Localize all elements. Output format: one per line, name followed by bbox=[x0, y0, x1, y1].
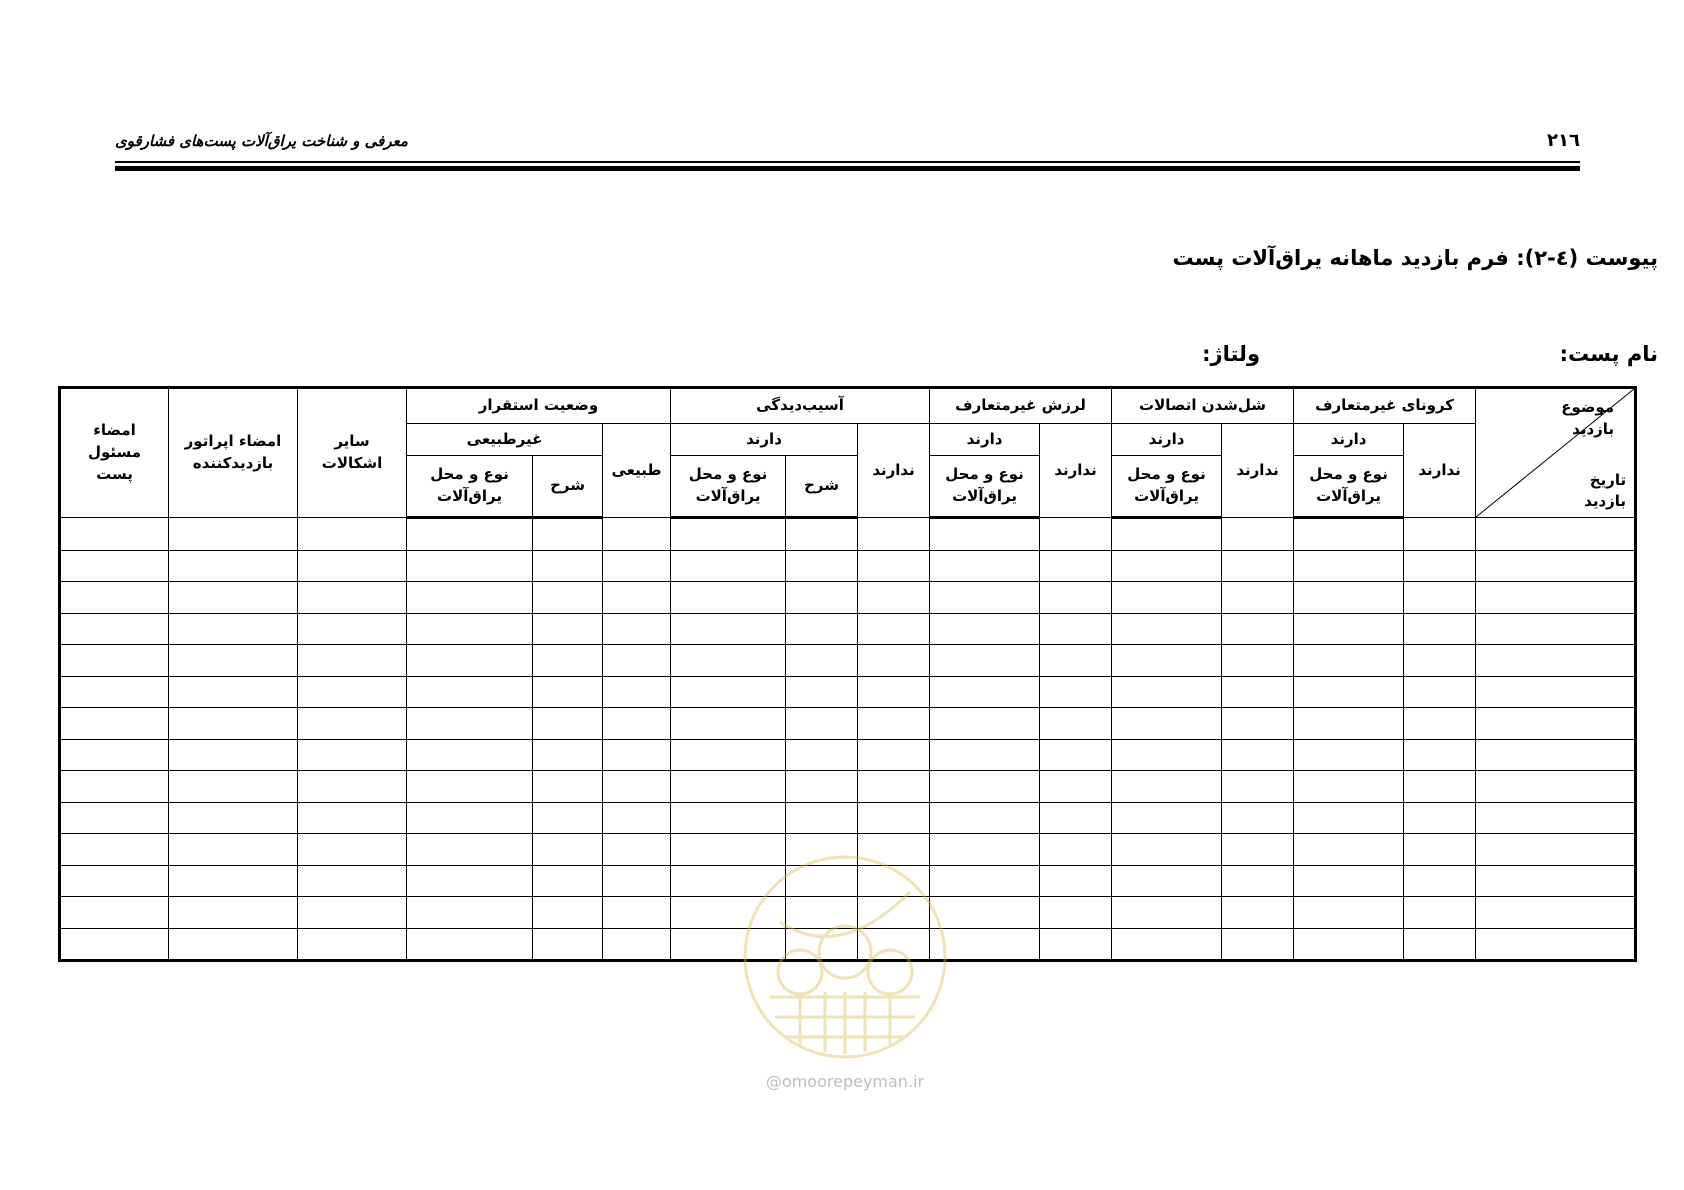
table-cell[interactable] bbox=[1112, 802, 1222, 834]
table-cell[interactable] bbox=[533, 928, 603, 961]
table-cell[interactable] bbox=[671, 550, 786, 582]
table-cell[interactable] bbox=[786, 550, 858, 582]
table-cell[interactable] bbox=[1112, 582, 1222, 614]
table-cell[interactable] bbox=[407, 708, 533, 740]
table-cell[interactable] bbox=[930, 518, 1040, 551]
table-cell[interactable] bbox=[60, 771, 169, 803]
vibration-have: دارند bbox=[930, 424, 1040, 456]
table-cell[interactable] bbox=[1222, 645, 1294, 677]
table-cell[interactable] bbox=[603, 518, 671, 551]
table-cell[interactable] bbox=[858, 676, 930, 708]
table-cell[interactable] bbox=[60, 613, 169, 645]
table-row bbox=[60, 613, 1636, 645]
table-cell[interactable] bbox=[60, 897, 169, 929]
table-cell[interactable] bbox=[603, 550, 671, 582]
damage-description: شرح bbox=[786, 456, 858, 518]
page-number: ۲۱٦ bbox=[1547, 130, 1580, 151]
table-cell[interactable] bbox=[533, 676, 603, 708]
table-cell[interactable] bbox=[407, 518, 533, 551]
table-cell[interactable] bbox=[930, 613, 1040, 645]
table-cell[interactable] bbox=[1222, 613, 1294, 645]
table-cell[interactable] bbox=[1476, 928, 1636, 961]
table-cell[interactable] bbox=[60, 865, 169, 897]
table-cell[interactable] bbox=[407, 928, 533, 961]
table-cell[interactable] bbox=[298, 928, 407, 961]
table-cell[interactable] bbox=[858, 613, 930, 645]
table-cell[interactable] bbox=[1222, 865, 1294, 897]
table-cell[interactable] bbox=[1222, 739, 1294, 771]
table-cell[interactable] bbox=[298, 550, 407, 582]
table-cell[interactable] bbox=[786, 518, 858, 551]
table-cell[interactable] bbox=[1294, 928, 1404, 961]
table-cell[interactable] bbox=[1222, 771, 1294, 803]
table-cell[interactable] bbox=[533, 771, 603, 803]
table-cell[interactable] bbox=[858, 708, 930, 740]
table-cell[interactable] bbox=[298, 582, 407, 614]
table-cell[interactable] bbox=[60, 928, 169, 961]
table-cell[interactable] bbox=[533, 645, 603, 677]
stability-abnormal: غیرطبیعی bbox=[407, 424, 603, 456]
table-cell[interactable] bbox=[407, 897, 533, 929]
table-cell[interactable] bbox=[786, 582, 858, 614]
table-cell[interactable] bbox=[1294, 802, 1404, 834]
group-stability: وضعیت استقرار bbox=[407, 388, 671, 424]
loose-have: دارند bbox=[1112, 424, 1222, 456]
table-cell[interactable] bbox=[1476, 834, 1636, 866]
table-cell[interactable] bbox=[1476, 865, 1636, 897]
table-cell[interactable] bbox=[533, 708, 603, 740]
table-cell[interactable] bbox=[1404, 928, 1476, 961]
watermark-seal-icon bbox=[740, 852, 950, 1062]
table-cell[interactable] bbox=[169, 518, 298, 551]
table-cell[interactable] bbox=[169, 802, 298, 834]
table-cell[interactable] bbox=[786, 645, 858, 677]
table-cell[interactable] bbox=[169, 897, 298, 929]
table-cell[interactable] bbox=[1404, 613, 1476, 645]
table-cell[interactable] bbox=[1294, 550, 1404, 582]
table-cell[interactable] bbox=[298, 834, 407, 866]
table-cell[interactable] bbox=[786, 802, 858, 834]
table-cell[interactable] bbox=[603, 739, 671, 771]
table-cell[interactable] bbox=[930, 739, 1040, 771]
table-cell[interactable] bbox=[407, 613, 533, 645]
table-cell[interactable] bbox=[1040, 834, 1112, 866]
table-cell[interactable] bbox=[603, 834, 671, 866]
table-cell[interactable] bbox=[1040, 676, 1112, 708]
table-cell[interactable] bbox=[60, 708, 169, 740]
table-cell[interactable] bbox=[298, 897, 407, 929]
table-cell[interactable] bbox=[298, 802, 407, 834]
table-cell[interactable] bbox=[1294, 771, 1404, 803]
table-cell[interactable] bbox=[1476, 613, 1636, 645]
table-cell[interactable] bbox=[1404, 771, 1476, 803]
table-cell[interactable] bbox=[930, 582, 1040, 614]
table-cell[interactable] bbox=[407, 865, 533, 897]
table-cell[interactable] bbox=[533, 518, 603, 551]
table-cell[interactable] bbox=[169, 613, 298, 645]
table-cell[interactable] bbox=[858, 582, 930, 614]
table-cell[interactable] bbox=[298, 708, 407, 740]
loose-have-not: ندارند bbox=[1222, 424, 1294, 518]
table-cell[interactable] bbox=[1040, 802, 1112, 834]
table-cell[interactable] bbox=[407, 739, 533, 771]
table-cell[interactable] bbox=[169, 550, 298, 582]
table-cell[interactable] bbox=[858, 550, 930, 582]
corona-type-location: نوع و محل یراق‌آلات bbox=[1294, 456, 1404, 518]
corner-date-label: تاریخ بازدید bbox=[1584, 470, 1627, 511]
table-cell[interactable] bbox=[786, 739, 858, 771]
table-cell[interactable] bbox=[1404, 897, 1476, 929]
damage-type-location: نوع و محل یراق‌آلات bbox=[671, 456, 786, 518]
table-cell[interactable] bbox=[930, 645, 1040, 677]
table-cell[interactable] bbox=[1294, 708, 1404, 740]
table-cell[interactable] bbox=[60, 550, 169, 582]
header-rule-thin bbox=[115, 161, 1580, 163]
table-cell[interactable] bbox=[1222, 518, 1294, 551]
table-cell[interactable] bbox=[407, 582, 533, 614]
table-cell[interactable] bbox=[298, 771, 407, 803]
damage-have-not: ندارند bbox=[858, 424, 930, 518]
corona-have: دارند bbox=[1294, 424, 1404, 456]
table-cell[interactable] bbox=[1476, 645, 1636, 677]
table-cell[interactable] bbox=[786, 708, 858, 740]
corona-have-not: ندارند bbox=[1404, 424, 1476, 518]
table-cell[interactable] bbox=[1404, 550, 1476, 582]
table-cell[interactable] bbox=[1040, 739, 1112, 771]
table-cell[interactable] bbox=[1294, 865, 1404, 897]
table-row bbox=[60, 518, 1636, 551]
corner-topic-label: موضوع بازدید bbox=[1561, 398, 1615, 438]
stability-type-location: نوع و محل یراق‌آلات bbox=[407, 456, 533, 518]
operator-signature-header: امضاء اپراتور بازدیدکننده bbox=[169, 388, 298, 518]
table-cell[interactable] bbox=[298, 865, 407, 897]
table-cell[interactable] bbox=[1404, 582, 1476, 614]
table-cell[interactable] bbox=[671, 613, 786, 645]
station-name-label: نام پست: bbox=[1559, 342, 1658, 366]
table-cell[interactable] bbox=[60, 739, 169, 771]
watermark-seal-shape bbox=[745, 857, 945, 1057]
table-cell[interactable] bbox=[407, 834, 533, 866]
table-cell[interactable] bbox=[533, 550, 603, 582]
table-cell[interactable] bbox=[407, 645, 533, 677]
table-cell[interactable] bbox=[858, 518, 930, 551]
table-cell[interactable] bbox=[671, 771, 786, 803]
table-cell[interactable] bbox=[1476, 582, 1636, 614]
table-row bbox=[60, 802, 1636, 834]
table-cell[interactable] bbox=[1294, 582, 1404, 614]
table-cell[interactable] bbox=[1222, 676, 1294, 708]
table-cell[interactable] bbox=[1040, 708, 1112, 740]
table-cell[interactable] bbox=[1040, 613, 1112, 645]
table-cell[interactable] bbox=[671, 708, 786, 740]
damage-have: دارند bbox=[671, 424, 858, 456]
table-cell[interactable] bbox=[671, 582, 786, 614]
table-cell[interactable] bbox=[533, 865, 603, 897]
table-cell[interactable] bbox=[169, 582, 298, 614]
table-cell[interactable] bbox=[930, 550, 1040, 582]
table-cell[interactable] bbox=[1476, 550, 1636, 582]
table-cell[interactable] bbox=[169, 676, 298, 708]
table-cell[interactable] bbox=[1112, 865, 1222, 897]
table-cell[interactable] bbox=[1404, 676, 1476, 708]
table-row bbox=[60, 582, 1636, 614]
table-cell[interactable] bbox=[60, 676, 169, 708]
table-cell[interactable] bbox=[298, 518, 407, 551]
table-cell[interactable] bbox=[1222, 802, 1294, 834]
loose-type-location: نوع و محل یراق‌آلات bbox=[1112, 456, 1222, 518]
table-cell[interactable] bbox=[60, 582, 169, 614]
table-cell[interactable] bbox=[298, 645, 407, 677]
group-damage: آسیب‌دیدگی bbox=[671, 388, 930, 424]
table-row bbox=[60, 645, 1636, 677]
table-cell[interactable] bbox=[786, 613, 858, 645]
table-cell[interactable] bbox=[1040, 865, 1112, 897]
table-cell[interactable] bbox=[858, 802, 930, 834]
table-cell[interactable] bbox=[1222, 550, 1294, 582]
table-cell[interactable] bbox=[533, 613, 603, 645]
table-cell[interactable] bbox=[930, 802, 1040, 834]
table-cell[interactable] bbox=[1404, 518, 1476, 551]
table-cell[interactable] bbox=[1294, 834, 1404, 866]
table-cell[interactable] bbox=[1040, 928, 1112, 961]
table-cell[interactable] bbox=[858, 645, 930, 677]
table-cell[interactable] bbox=[603, 676, 671, 708]
vibration-have-not: ندارند bbox=[1040, 424, 1112, 518]
table-cell[interactable] bbox=[1404, 865, 1476, 897]
table-cell[interactable] bbox=[169, 928, 298, 961]
table-cell[interactable] bbox=[1040, 518, 1112, 551]
table-cell[interactable] bbox=[1040, 771, 1112, 803]
table-cell[interactable] bbox=[298, 739, 407, 771]
table-cell[interactable] bbox=[1222, 897, 1294, 929]
table-cell[interactable] bbox=[603, 928, 671, 961]
table-cell[interactable] bbox=[603, 865, 671, 897]
table-cell[interactable] bbox=[169, 739, 298, 771]
table-cell[interactable] bbox=[1294, 676, 1404, 708]
table-cell[interactable] bbox=[1112, 645, 1222, 677]
table-row bbox=[60, 739, 1636, 771]
table-cell[interactable] bbox=[1222, 708, 1294, 740]
table-cell[interactable] bbox=[603, 897, 671, 929]
table-cell[interactable] bbox=[169, 834, 298, 866]
group-corona: کرونای غیرمتعارف bbox=[1294, 388, 1476, 424]
table-cell[interactable] bbox=[1404, 708, 1476, 740]
table-row bbox=[60, 708, 1636, 740]
group-loose-connections: شل‌شدن اتصالات bbox=[1112, 388, 1294, 424]
table-cell[interactable] bbox=[1294, 897, 1404, 929]
vibration-type-location: نوع و محل یراق‌آلات bbox=[930, 456, 1040, 518]
table-cell[interactable] bbox=[1112, 518, 1222, 551]
table-cell[interactable] bbox=[533, 582, 603, 614]
table-cell[interactable] bbox=[1476, 739, 1636, 771]
table-cell[interactable] bbox=[169, 645, 298, 677]
watermark-url: @omoorepeyman.ir bbox=[765, 1072, 925, 1091]
voltage-label: ولتاژ: bbox=[1202, 342, 1260, 366]
table-cell[interactable] bbox=[298, 613, 407, 645]
table-cell[interactable] bbox=[1112, 897, 1222, 929]
table-cell[interactable] bbox=[1294, 739, 1404, 771]
table-cell[interactable] bbox=[1112, 708, 1222, 740]
table-cell[interactable] bbox=[1294, 613, 1404, 645]
table-cell[interactable] bbox=[1112, 550, 1222, 582]
stability-description: شرح bbox=[533, 456, 603, 518]
table-cell[interactable] bbox=[1112, 739, 1222, 771]
table-cell[interactable] bbox=[1476, 518, 1636, 551]
manager-signature-header: امضاء مسئول پست bbox=[60, 388, 169, 518]
table-cell[interactable] bbox=[407, 771, 533, 803]
table-cell[interactable] bbox=[671, 676, 786, 708]
group-vibration: لرزش غیرمتعارف bbox=[930, 388, 1112, 424]
table-cell[interactable] bbox=[60, 518, 169, 551]
table-cell[interactable] bbox=[407, 676, 533, 708]
other-problems-header: سایر اشکالات bbox=[298, 388, 407, 518]
table-cell[interactable] bbox=[1222, 582, 1294, 614]
table-cell[interactable] bbox=[1294, 518, 1404, 551]
table-cell[interactable] bbox=[858, 771, 930, 803]
table-cell[interactable] bbox=[603, 771, 671, 803]
table-cell[interactable] bbox=[858, 739, 930, 771]
table-cell[interactable] bbox=[786, 771, 858, 803]
table-cell[interactable] bbox=[603, 645, 671, 677]
table-cell[interactable] bbox=[60, 645, 169, 677]
running-title: معرفی و شناخت یراق‌آلات پست‌های فشارقوی bbox=[115, 132, 408, 150]
table-cell[interactable] bbox=[533, 834, 603, 866]
table-cell[interactable] bbox=[1040, 645, 1112, 677]
table-cell[interactable] bbox=[407, 550, 533, 582]
table-row bbox=[60, 771, 1636, 803]
table-cell[interactable] bbox=[1404, 802, 1476, 834]
table-cell[interactable] bbox=[603, 708, 671, 740]
table-cell[interactable] bbox=[1222, 928, 1294, 961]
table-cell[interactable] bbox=[1040, 897, 1112, 929]
table-cell[interactable] bbox=[603, 613, 671, 645]
table-cell[interactable] bbox=[1112, 613, 1222, 645]
table-cell[interactable] bbox=[1040, 582, 1112, 614]
header-rule-thick bbox=[115, 166, 1580, 171]
table-cell[interactable] bbox=[1476, 802, 1636, 834]
table-cell[interactable] bbox=[60, 834, 169, 866]
stability-natural: طبیعی bbox=[603, 424, 671, 518]
table-cell[interactable] bbox=[1112, 834, 1222, 866]
table-cell[interactable] bbox=[1404, 834, 1476, 866]
table-cell[interactable] bbox=[930, 771, 1040, 803]
table-cell[interactable] bbox=[533, 739, 603, 771]
table-cell[interactable] bbox=[298, 676, 407, 708]
table-cell[interactable] bbox=[60, 802, 169, 834]
table-cell[interactable] bbox=[671, 739, 786, 771]
table-cell[interactable] bbox=[1222, 834, 1294, 866]
table-cell[interactable] bbox=[671, 802, 786, 834]
table-cell[interactable] bbox=[533, 802, 603, 834]
table-cell[interactable] bbox=[603, 582, 671, 614]
table-cell[interactable] bbox=[1476, 708, 1636, 740]
corner-header bbox=[1476, 388, 1636, 518]
table-row bbox=[60, 676, 1636, 708]
table-cell[interactable] bbox=[169, 771, 298, 803]
table-cell[interactable] bbox=[169, 865, 298, 897]
table-cell[interactable] bbox=[1476, 771, 1636, 803]
appendix-title: پیوست (٤-۲): فرم بازدید ماهانه یراق‌آلات پست bbox=[1172, 246, 1658, 270]
table-cell[interactable] bbox=[1476, 897, 1636, 929]
table-cell[interactable] bbox=[1112, 928, 1222, 961]
table-cell[interactable] bbox=[1476, 676, 1636, 708]
table-cell[interactable] bbox=[1294, 645, 1404, 677]
table-cell[interactable] bbox=[930, 676, 1040, 708]
table-cell[interactable] bbox=[603, 802, 671, 834]
table-cell[interactable] bbox=[671, 518, 786, 551]
table-cell[interactable] bbox=[1404, 739, 1476, 771]
table-cell[interactable] bbox=[1112, 676, 1222, 708]
table-cell[interactable] bbox=[407, 802, 533, 834]
table-cell[interactable] bbox=[930, 708, 1040, 740]
table-cell[interactable] bbox=[1040, 550, 1112, 582]
table-cell[interactable] bbox=[1112, 771, 1222, 803]
table-cell[interactable] bbox=[1404, 645, 1476, 677]
table-cell[interactable] bbox=[671, 645, 786, 677]
table-row bbox=[60, 550, 1636, 582]
table-cell[interactable] bbox=[169, 708, 298, 740]
table-cell[interactable] bbox=[533, 897, 603, 929]
table-cell[interactable] bbox=[786, 676, 858, 708]
